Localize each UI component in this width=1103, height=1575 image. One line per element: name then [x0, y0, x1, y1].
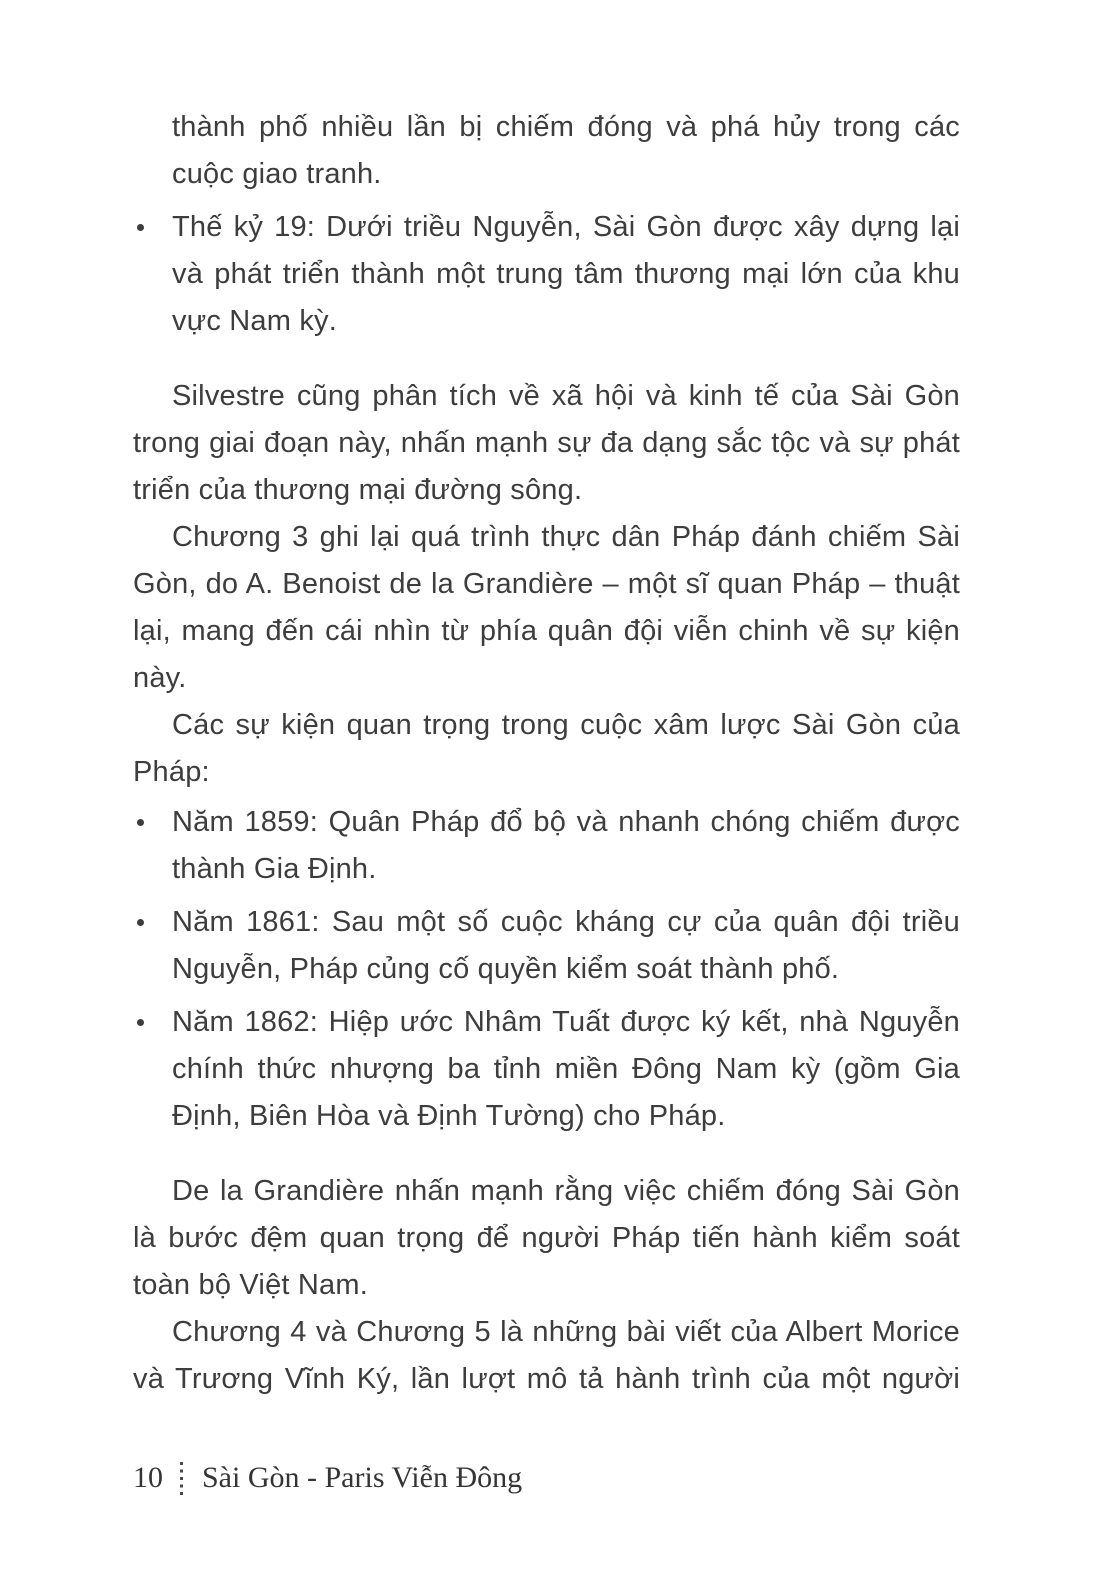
list-item-text: Năm 1859: Quân Pháp đổ bộ và nhanh chóng chiếm được thành Gia Định. [172, 806, 960, 885]
list-item [133, 999, 960, 1140]
bullet-icon [137, 819, 144, 826]
bullet-icon [137, 224, 144, 231]
paragraph: Các sự kiện quan trọng trong cuộc xâm lược Sài Gòn của Pháp: [133, 709, 960, 788]
list-item-text: thành phố nhiều lần bị chiếm đóng và phá hủy trong các cuộc giao tranh. [172, 111, 960, 190]
book-title: Sài Gòn - Paris Viễn Đông [202, 1461, 523, 1494]
list-item [133, 899, 960, 993]
paragraph: Chương 3 ghi lại quá trình thực dân Pháp đánh chiếm Sài Gòn, do A. Benoist de la Grandière – một sĩ quan Pháp – thuật lại, mang đến cái nhìn từ phía quân đội viễn chinh về sự kiện này. [133, 521, 960, 694]
page-content [133, 104, 960, 1403]
paragraph: De la Grandière nhấn mạnh rằng việc chiếm đóng Sài Gòn là bước đệm quan trọng để người Pháp tiến hành kiểm soát toàn bộ Việt Nam. [133, 1175, 960, 1301]
page-footer [133, 1460, 522, 1496]
list-item-text: Thế kỷ 19: Dưới triều Nguyễn, Sài Gòn được xây dựng lại và phát triển thành một trung tâm thương mại lớn của khu vực Nam kỳ. [172, 211, 960, 337]
list-item [133, 799, 960, 893]
list-item-text: Năm 1861: Sau một số cuộc kháng cự của quân đội triều Nguyễn, Pháp củng cố quyền kiểm soát thành phố. [172, 906, 960, 985]
paragraph: Chương 4 và Chương 5 là những bài viết của Albert Morice và Trương Vĩnh Ký, lần lượt mô tả hành trình của một người [133, 1316, 960, 1395]
paragraph: Silvestre cũng phân tích về xã hội và kinh tế của Sài Gòn trong giai đoạn này, nhấn mạnh sự đa dạng sắc tộc và sự phát triển của thương mại đường sông. [133, 380, 960, 506]
list-item-text: Năm 1862: Hiệp ước Nhâm Tuất được ký kết, nhà Nguyễn chính thức nhượng ba tỉnh miền Đông Nam kỳ (gồm Gia Định, Biên Hòa và Định Tường) cho Pháp. [172, 1006, 960, 1132]
page-number: 10 [133, 1461, 163, 1494]
list-item [133, 204, 960, 345]
list-item-continuation [133, 104, 960, 198]
bullet-icon [137, 919, 144, 926]
footer-divider-dots-icon [180, 1462, 183, 1495]
bullet-icon [137, 1019, 144, 1026]
